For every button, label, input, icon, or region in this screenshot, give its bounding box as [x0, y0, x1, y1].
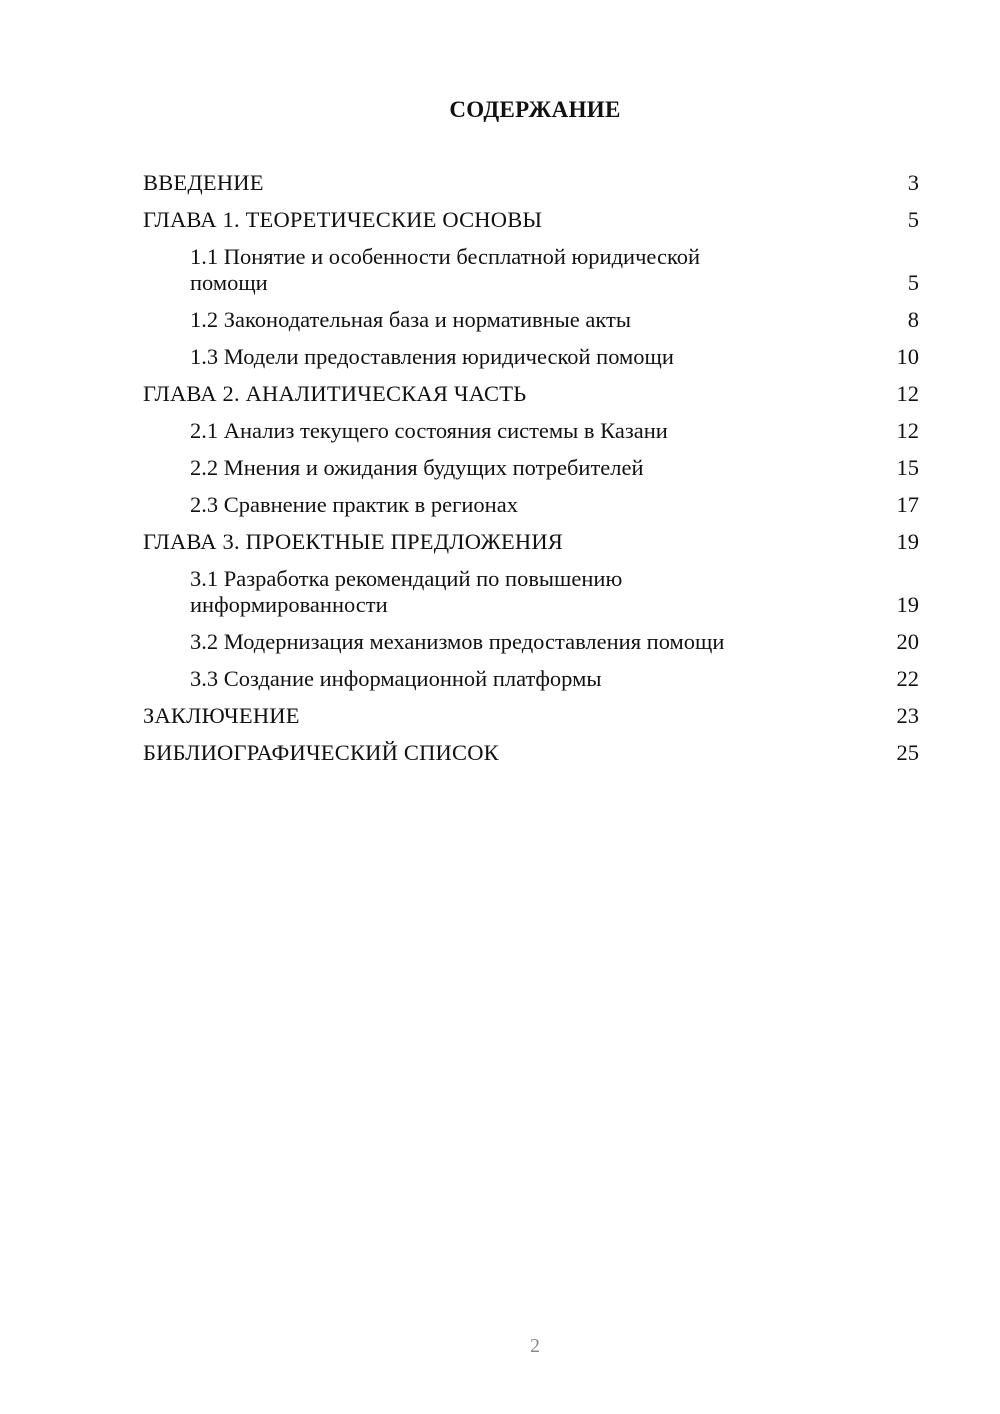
toc-entry-label: 3.3 Создание информационной платформы — [190, 666, 602, 691]
toc-entry-label: ГЛАВА 2. АНАЛИТИЧЕСКАЯ ЧАСТЬ — [143, 381, 527, 406]
toc-entry-page: 20 — [896, 629, 919, 654]
toc-entry-bibliography[interactable] — [143, 740, 919, 766]
toc-entry-section-2-2[interactable] — [143, 455, 919, 481]
toc-entry-section-1-1[interactable] — [143, 244, 919, 296]
toc-entry-label: БИБЛИОГРАФИЧЕСКИЙ СПИСОК — [143, 740, 499, 765]
toc-entry-introduction[interactable] — [143, 170, 919, 196]
toc-entry-section-3-1[interactable] — [143, 566, 919, 618]
toc-entry-label: 1.1 Понятие и особенности бесплатной юридической помощи — [190, 244, 701, 295]
toc-entry-page: 19 — [896, 592, 919, 617]
toc-entry-label: 1.2 Законодательная база и нормативные акты — [190, 307, 631, 332]
toc-entry-label: ГЛАВА 3. ПРОЕКТНЫЕ ПРЕДЛОЖЕНИЯ — [143, 529, 564, 554]
toc-entry-label: ГЛАВА 1. ТЕОРЕТИЧЕСКИЕ ОСНОВЫ — [143, 207, 543, 232]
toc-entry-page: 15 — [896, 455, 919, 480]
toc-entry-page: 5 — [907, 207, 919, 232]
toc-entry-page: 17 — [896, 492, 919, 517]
toc-entry-page: 19 — [896, 529, 919, 554]
toc-entry-label: 1.3 Модели предоставления юридической помощи — [190, 344, 674, 369]
toc-entry-page: 25 — [896, 740, 919, 765]
toc-entry-label: ВВЕДЕНИЕ — [143, 170, 264, 195]
toc-entry-chapter-3[interactable] — [143, 529, 919, 555]
toc-entry-conclusion[interactable] — [143, 703, 919, 729]
toc-entry-page: 5 — [907, 270, 919, 295]
toc-entry-chapter-1[interactable] — [143, 207, 919, 233]
toc-entry-section-3-3[interactable] — [143, 666, 919, 692]
toc-entry-page: 22 — [896, 666, 919, 691]
toc-entry-section-2-3[interactable] — [143, 492, 919, 518]
toc-entry-label: 2.2 Мнения и ожидания будущих потребителей — [190, 455, 644, 480]
toc-entry-label: ЗАКЛЮЧЕНИЕ — [143, 703, 300, 728]
page-number: 2 — [530, 1335, 540, 1357]
toc-entry-page: 10 — [896, 344, 919, 369]
page-title: СОДЕРЖАНИЕ — [449, 97, 621, 122]
toc-entry-label: 3.2 Модернизация механизмов предоставления помощи — [190, 629, 725, 654]
toc-entry-section-2-1[interactable] — [143, 418, 919, 444]
toc-entry-page: 12 — [896, 381, 919, 406]
toc-entry-page: 8 — [907, 307, 919, 332]
toc-entry-label: 2.1 Анализ текущего состояния системы в Казани — [190, 418, 668, 443]
toc-entry-page: 23 — [896, 703, 919, 728]
table-of-contents — [143, 170, 919, 777]
toc-entry-label: 2.3 Сравнение практик в регионах — [190, 492, 518, 517]
toc-entry-chapter-2[interactable] — [143, 381, 919, 407]
toc-entry-section-1-3[interactable] — [143, 344, 919, 370]
toc-entry-page: 12 — [896, 418, 919, 443]
toc-entry-label: 3.1 Разработка рекомендаций по повышению информированности — [190, 566, 623, 617]
toc-entry-page: 3 — [907, 170, 919, 195]
toc-entry-section-3-2[interactable] — [143, 629, 919, 655]
toc-entry-section-1-2[interactable] — [143, 307, 919, 333]
